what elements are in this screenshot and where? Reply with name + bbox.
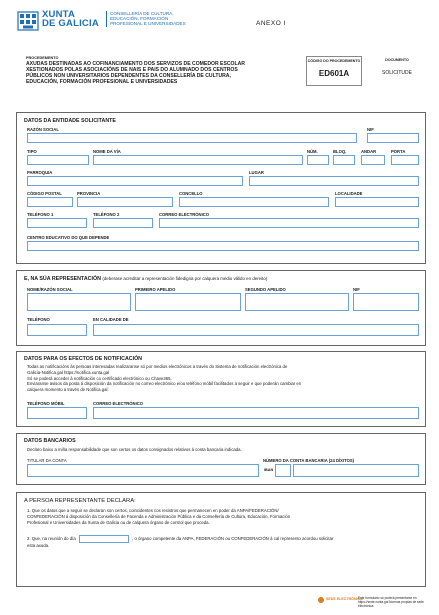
telefono2-input[interactable]	[93, 218, 153, 228]
razon-social-input[interactable]	[27, 133, 357, 143]
tipo-label: TIPO	[27, 149, 37, 154]
rep-primeiro-label: PRIMEIRO APELIDO	[135, 287, 176, 292]
bank-section-title: DATOS BANCARIOS	[24, 438, 76, 444]
notif-mobil-input[interactable]	[27, 407, 87, 419]
rep-calidade-input[interactable]	[93, 324, 419, 336]
rep-segundo-label: SEGUNDO APELIDO	[245, 287, 286, 292]
concello-label: CONCELLO	[179, 191, 203, 196]
nif-label: NIF	[367, 127, 374, 132]
codigo-postal-input[interactable]	[27, 197, 73, 207]
codigo-postal-label: CÓDIGO POSTAL	[27, 191, 62, 196]
telefono1-label: TELÉFONO 1	[27, 212, 54, 217]
rep-segundo-input[interactable]	[245, 293, 349, 311]
nome-via-input[interactable]	[93, 155, 303, 165]
rep-nome-input[interactable]	[27, 293, 131, 311]
iban-prefix-input[interactable]	[275, 464, 291, 477]
tipo-input[interactable]	[27, 155, 89, 165]
centro-educativo-input[interactable]	[27, 241, 419, 251]
provincia-input[interactable]	[77, 197, 173, 207]
account-number-input[interactable]	[293, 464, 419, 477]
declares-section	[16, 492, 426, 587]
andar-input[interactable]	[361, 155, 385, 165]
nome-via-label: NOME DA VÍA	[93, 149, 121, 154]
num-input[interactable]	[307, 155, 329, 165]
rep-nome-label: NOME/RAZÓN SOCIAL	[27, 287, 73, 292]
sede-electronica-footer	[318, 595, 428, 609]
andar-label: ANDAR	[361, 149, 377, 154]
procedure-code-box	[306, 56, 362, 86]
department-name: CONSELLERÍA DE CULTURA, EDUCACIÓN, FORMACIÓN PROFESIONAL E UNIVERSIDADES	[106, 11, 186, 27]
concello-input[interactable]	[179, 197, 329, 207]
parroquia-input[interactable]	[27, 176, 243, 186]
lugar-input[interactable]	[249, 176, 419, 186]
titular-label: TITULAR DA CONTA	[27, 458, 67, 463]
bloq-label: BLOQ.	[333, 149, 347, 154]
applicant-section-title: DATOS DA ENTIDADE SOLICITANTE	[24, 118, 116, 124]
notif-correo-input[interactable]	[93, 407, 419, 419]
xunta-logo-icon	[16, 10, 40, 32]
porta-input[interactable]	[391, 155, 419, 165]
localidade-label: LOCALIDADE	[335, 191, 363, 196]
representative-section	[16, 270, 426, 346]
notif-mobil-label: TELÉFONO MÓBIL	[27, 401, 65, 406]
parroquia-label: PARROQUIA	[27, 170, 53, 175]
titular-input[interactable]	[27, 464, 259, 477]
document-type-box	[368, 56, 426, 86]
numero-conta-label: NÚMERO DA CONTA BANCARIA (24 DÍXITOS)	[263, 458, 355, 463]
lugar-label: LUGAR	[249, 170, 264, 175]
localidade-input[interactable]	[335, 197, 419, 207]
rep-nif-input[interactable]	[353, 293, 419, 311]
iban-label: IBAN	[264, 468, 274, 472]
porta-label: PORTA	[391, 149, 406, 154]
declares-section-title: A PERSOA REPRESENTANTE DECLARA:	[24, 498, 136, 504]
rep-calidade-label: EN CALIDADE DE	[93, 317, 129, 322]
rep-nif-label: NIF	[353, 287, 360, 292]
applicant-section	[16, 112, 426, 264]
page-header	[16, 6, 426, 46]
razon-social-label: RAZÓN SOCIAL	[27, 127, 59, 132]
telefono2-label: TELÉFONO 2	[93, 212, 120, 217]
representative-note: (deberase acreditar a representación fidedigna por calquera medio válido en dereito)	[102, 276, 268, 281]
declaration-item-1: 1. Que os datos que a seguir se declaran son certos, coincidentes cos rexistros que permanecen en poder da ANPA/FEDERACIÓN/ CONFEDERACIÓN á disposición da Consellería de Facenda e Administración Pública e da Consellería de Cultura, Educación, Formación Profesional e Universidades da Xunta de Galicia ou de calquera órgano de control que proceda.	[27, 508, 291, 525]
procedure-title: AXUDAS DESTINADAS AO COFINANCIAMENTO DOS SERVIZOS DE COMEDOR ESCOLAR XESTIONADOS POLAS ASOCIACIÓNS DE NAIS E PAIS DO ALUMNADO DOS CENTROS PÚBLICOS NON UNIVERSITARIOS DEPENDENTES DA CONSELLERÍA DE CULTURA, EDUCACIÓN, FORMACIÓN PROFESIONAL E UNIVERSIDADES	[26, 61, 245, 85]
rep-primeiro-input[interactable]	[135, 293, 241, 311]
footer-note: Este formulario só poderá presentarse en https://sede.xunta.gal Normas propias de sede electrónica	[358, 596, 424, 608]
rep-telefono-input[interactable]	[27, 324, 87, 336]
notification-section	[16, 351, 426, 427]
annex-title: ANEXO I	[256, 20, 286, 27]
notif-correo-label: CORREO ELECTRÓNICO	[93, 401, 144, 406]
bloq-input[interactable]	[333, 155, 355, 165]
brand-name: XUNTA DE GALICIA	[42, 9, 99, 29]
meeting-date-input[interactable]	[79, 535, 129, 543]
procedure-code: ED601A	[318, 69, 350, 78]
bank-section	[16, 433, 426, 485]
notification-section-title: DATOS PARA OS EFECTOS DE NOTIFICACIÓN	[24, 356, 143, 362]
telefono1-input[interactable]	[27, 218, 87, 228]
correo-label: CORREO ELECTRÓNICO	[159, 212, 210, 217]
centro-educativo-label: CENTRO EDUCATIVO DO QUE DEPENDE	[27, 235, 110, 240]
document-type: SOLICITUDE	[381, 70, 412, 76]
procedure-code-label: CÓDIGO DO PROCEDEMENTO	[307, 59, 361, 63]
notification-text: Todas as notificacións ás persoas interesadas realizaranse só por medios electrónicos a través do Sistema de notificación electrónica de Galicia-Notifica.gal https://notifica.xunta.gal Só se poderá acceder á notificación co certificado electrónico ou Chave365. Enviaranse avisos da posta á disposición da notificación no correo electrónico e/ou teléfono móbil facilitados a seguir e que poderán cambiar en calquera momento a través de Notifica.gal:	[27, 364, 302, 393]
document-label: DOCUMENTO	[385, 58, 409, 62]
num-label: NÚM.	[307, 149, 318, 154]
representative-section-title: E, NA SÚA REPRESENTACIÓN (deberase acreditar a representación fidedigna por calquera medio válido en dereito)	[24, 276, 268, 282]
rep-telefono-label: TELÉFONO	[27, 317, 50, 322]
sede-electronica-label: SEDE ELECTRÓNICA	[326, 597, 363, 601]
nif-input[interactable]	[367, 133, 419, 143]
provincia-label: PROVINCIA	[77, 191, 101, 196]
sede-electronica-icon	[318, 597, 324, 603]
bank-declaration: Declaro baixo a miña responsabilidade que son certos os datos consignados relativos á conta bancaria indicada.	[27, 447, 242, 452]
procedure-info	[16, 56, 426, 104]
declaration-item-2: 2. Que, na reunión do día , o órgano competente da ANPA, FEDERACIÓN ou CONFEDERACIÓN á cal represento acordou solicitar esta axuda.	[27, 536, 334, 548]
correo-input[interactable]	[159, 218, 419, 228]
procedure-label: PROCEDEMENTO	[26, 56, 59, 60]
